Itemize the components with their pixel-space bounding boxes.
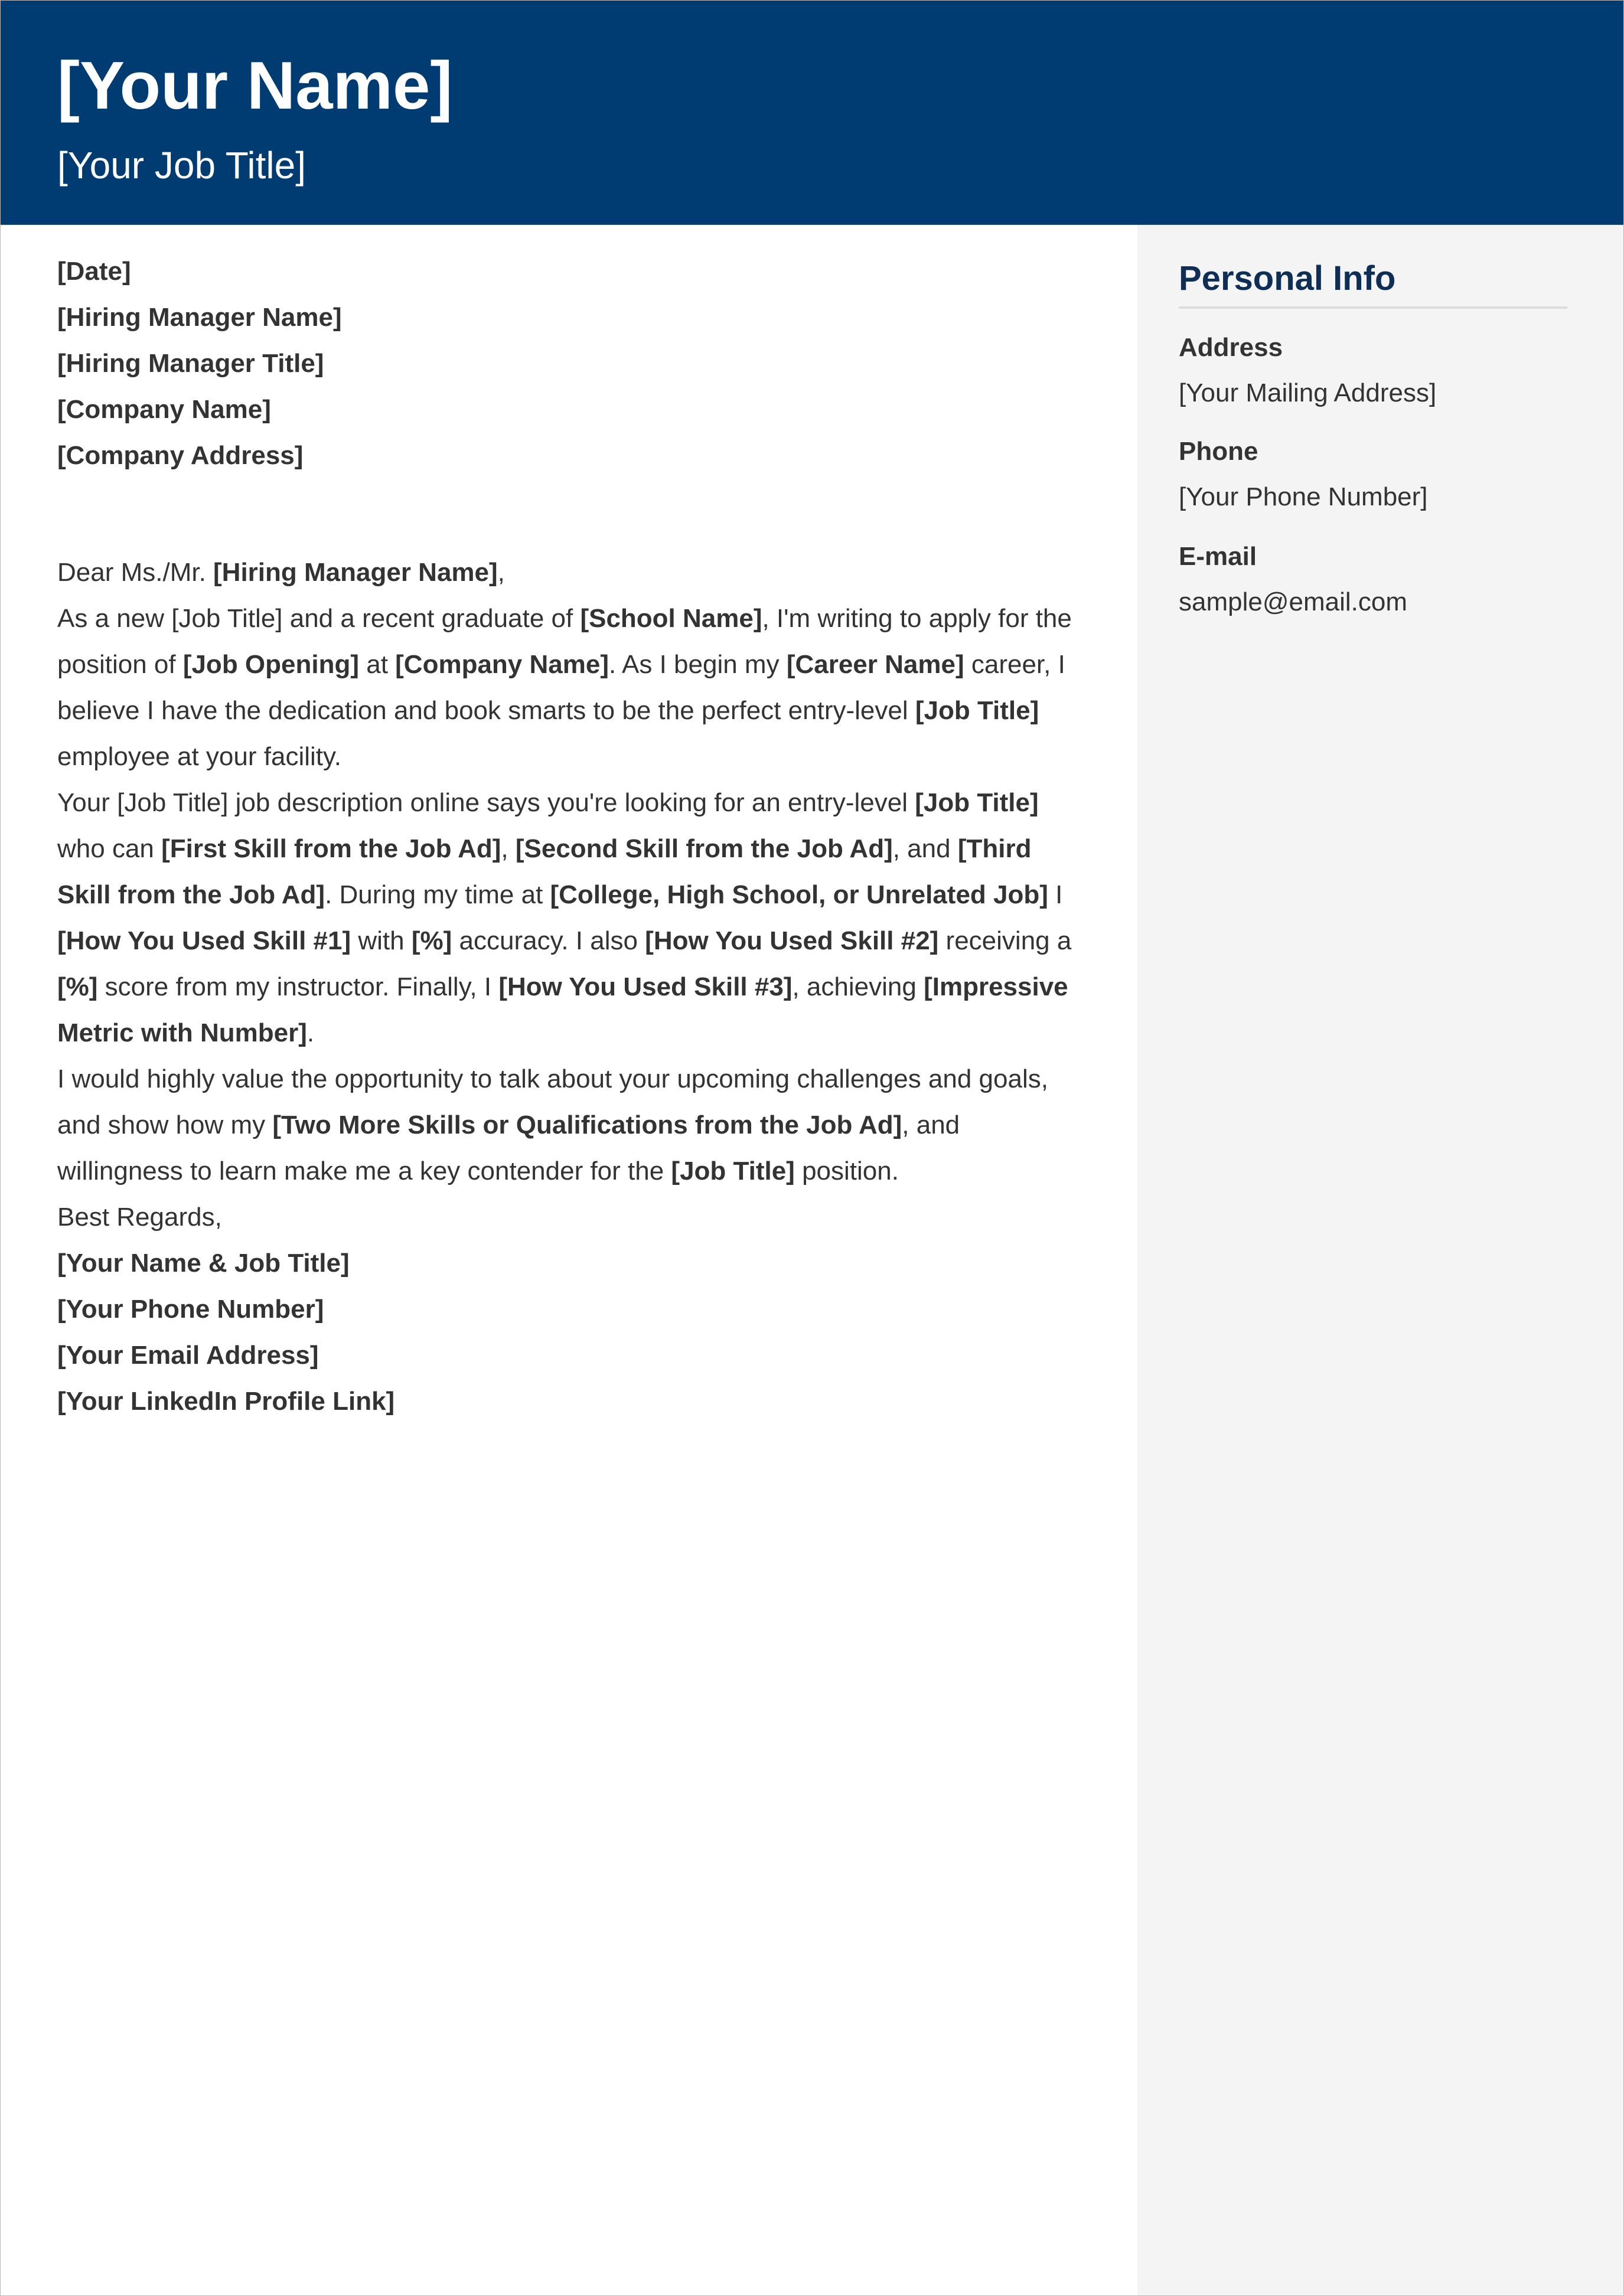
phone-value: [Your Phone Number]	[1179, 482, 1428, 511]
placeholder-text: [College, High School, or Unrelated Job]	[550, 880, 1048, 909]
contact-linkedin: [Your LinkedIn Profile Link]	[57, 1387, 395, 1416]
text-segment: , and willingness to learn make me a key contender for the	[57, 1111, 960, 1185]
text-segment: .	[306, 1018, 315, 1047]
address-label: Address	[1179, 333, 1283, 362]
recipient-line	[57, 341, 1085, 387]
heading-divider	[1179, 306, 1567, 309]
text-segment: at	[359, 650, 396, 679]
text-segment: , I'm writing to apply for the position of	[57, 604, 1072, 679]
recipient-line	[57, 433, 1085, 479]
placeholder-text: [How You Used Skill #1]	[57, 926, 351, 955]
text-segment: employee at your facility.	[57, 742, 341, 771]
email-value: sample@email.com	[1179, 587, 1407, 616]
placeholder-text: [Career Name]	[786, 650, 964, 679]
placeholder-text: [Job Title]	[915, 696, 1039, 725]
contact-phone: [Your Phone Number]	[57, 1295, 324, 1324]
recipient-name: [Hiring Manager Name]	[57, 303, 342, 332]
contact-line	[57, 1379, 1085, 1425]
text-segment: , and	[892, 834, 958, 863]
phone-label: Phone	[1179, 437, 1258, 466]
recipient-company: [Company Name]	[57, 395, 271, 424]
text-segment: receiving a	[938, 926, 1072, 955]
recipient-line	[57, 387, 1085, 433]
text-segment: who can	[57, 834, 162, 863]
address-value: [Your Mailing Address]	[1179, 378, 1437, 407]
text-segment: Your [Job Title] job description online says you're looking for an entry-level	[57, 788, 915, 817]
contact-email: [Your Email Address]	[57, 1341, 319, 1370]
text-segment: Dear Ms./Mr.	[57, 558, 214, 587]
letter-body	[57, 249, 1085, 1425]
text-segment: As a new [Job Title] and a recent graduate of	[57, 604, 581, 633]
email-label: E-mail	[1179, 542, 1257, 571]
placeholder-text: [Job Title]	[671, 1157, 795, 1185]
placeholder-text: [Third Skill from the Job Ad]	[57, 834, 1032, 909]
contact-line	[57, 1332, 1085, 1379]
placeholder-text: [First Skill from the Job Ad]	[161, 834, 501, 863]
contact-block	[57, 1286, 1085, 1425]
contact-line	[57, 1286, 1085, 1332]
applicant-name: [Your Name]	[57, 48, 453, 123]
header-banner	[1, 1, 1623, 225]
placeholder-text: [School Name]	[580, 604, 762, 633]
text-segment: . As I begin my	[609, 650, 787, 679]
signature-text: [Your Name & Job Title]	[57, 1249, 350, 1278]
placeholder-text: [Hiring Manager Name]	[213, 558, 498, 587]
body-paragraph	[57, 596, 1085, 780]
recipient-block	[57, 295, 1085, 479]
text-segment: career, I believe I have the dedication and book smarts to be the perfect entry-level	[57, 650, 1065, 725]
text-segment: ,	[497, 558, 505, 587]
personal-info-sidebar	[1137, 225, 1623, 2295]
text-segment: I	[1048, 880, 1063, 909]
placeholder-text: [Impressive Metric with Number]	[57, 972, 1068, 1047]
placeholder-text: [Two More Skills or Qualifications from the Job Ad]	[272, 1111, 902, 1139]
placeholder-text: [Second Skill from the Job Ad]	[515, 834, 893, 863]
text-segment: position.	[794, 1157, 899, 1185]
placeholder-text: [Job Opening]	[182, 650, 359, 679]
placeholder-text: [Job Title]	[915, 788, 1039, 817]
placeholder-text: [%]	[57, 972, 98, 1001]
placeholder-text: [How You Used Skill #2]	[645, 926, 939, 955]
text-segment: score from my instructor. Finally, I	[97, 972, 499, 1001]
personal-info-heading: Personal Info	[1179, 259, 1396, 298]
text-segment: with	[351, 926, 412, 955]
recipient-title: [Hiring Manager Title]	[57, 349, 324, 378]
placeholder-text: [Company Name]	[395, 650, 609, 679]
placeholder-text: [%]	[411, 926, 452, 955]
signature	[57, 1240, 1085, 1286]
text-segment: I would highly value the opportunity to talk about your upcoming challenges and goals, and show how my	[57, 1064, 1048, 1139]
date-text: [Date]	[57, 257, 131, 286]
body-paragraph	[57, 780, 1085, 1056]
body-paragraph	[57, 1056, 1085, 1194]
salutation	[57, 550, 1085, 596]
text-segment: . During my time at	[325, 880, 550, 909]
text-segment: , achieving	[792, 972, 924, 1001]
letter-date	[57, 249, 1085, 295]
text-segment: accuracy. I also	[452, 926, 645, 955]
closing: Best Regards,	[57, 1203, 222, 1232]
recipient-address: [Company Address]	[57, 441, 304, 470]
placeholder-text: [How You Used Skill #3]	[498, 972, 793, 1001]
applicant-job-title: [Your Job Title]	[57, 144, 306, 187]
recipient-line	[57, 295, 1085, 341]
text-segment: ,	[501, 834, 516, 863]
